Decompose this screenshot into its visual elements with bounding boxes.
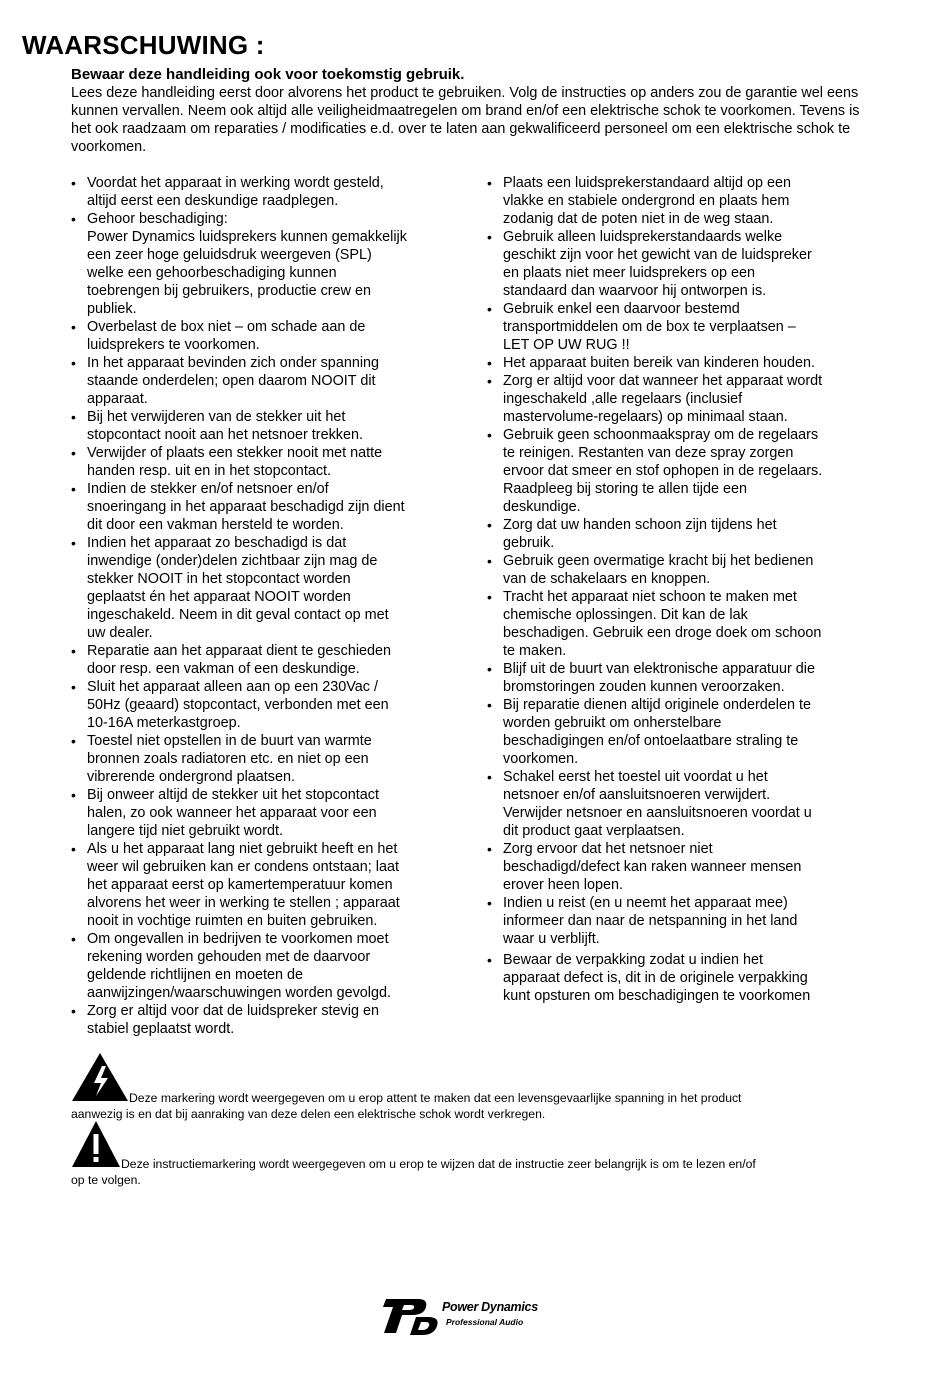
lightning-warning-icon	[71, 1052, 129, 1106]
list-item: • Indien het apparaat zo beschadigd is dat inwendige (onder)delen zichtbaar zijn mag de stekker NOOIT in het stopcontact worden geplaatst én het apparaat NOOIT worden ingeschakeld. Neem in dit geval contact op met uw dealer.	[71, 534, 441, 642]
intro-section	[71, 66, 861, 156]
list-item: • Bij onweer altijd de stekker uit het stopcontact halen, zo ook wanneer het apparaat voor een langere tijd niet gebruikt wordt.	[71, 786, 441, 840]
shock-warning-note	[71, 1052, 871, 1122]
list-item: • Tracht het apparaat niet schoon te maken met chemische oplossingen. Dit kan de lak beschadigen. Gebruik een droge doek om schoon te maken.	[487, 588, 852, 660]
list-item: • Toestel niet opstellen in de buurt van warmte bronnen zoals radiatoren etc. en niet op een vibrerende ondergrond plaatsen.	[71, 732, 441, 786]
page-title: WAARSCHUWING :	[22, 30, 265, 60]
shock-warning-text: Deze markering wordt weergegeven om u erop attent te maken dat een levensgevaarlijke spanning in het product aanwezig is en dat bij aanraking van deze delen een elektrische schok wordt verkregen.	[71, 1091, 742, 1121]
list-item: • Bewaar de verpakking zodat u indien het apparaat defect is, dit in de originele verpakking kunt opsturen om beschadigingen te voorkomen	[487, 951, 852, 1005]
brand-logo	[380, 1295, 540, 1337]
left-warning-list	[71, 174, 441, 1038]
intro-subtitle: Bewaar deze handleiding ook voor toekomstig gebruik.	[71, 66, 465, 83]
list-item: • Zorg er altijd voor dat de luidspreker stevig en stabiel geplaatst wordt.	[71, 1002, 441, 1038]
list-item: • Schakel eerst het toestel uit voordat u het netsnoer en/of aansluitsnoeren verwijdert. Verwijder netsnoer en aansluitsnoeren voordat u dit product gaat verplaatsen.	[487, 768, 852, 840]
list-item: • Verwijder of plaats een stekker nooit met natte handen resp. uit en in het stopcontact.	[71, 444, 441, 480]
list-item: • Zorg er altijd voor dat wanneer het apparaat wordt ingeschakeld ,alle regelaars (inclusief mastervolume-regelaars) op minimaal staan.	[487, 372, 852, 426]
list-item: • Gehoor beschadiging: Power Dynamics luidsprekers kunnen gemakkelijk een zeer hoge geluidsdruk weergeven (SPL) welke een gehoorbeschadiging kunnen toebrengen bij gebruikers, productie crew en publiek.	[71, 210, 441, 318]
list-item: • Als u het apparaat lang niet gebruikt heeft en het weer wil gebruiken kan er condens ontstaan; laat het apparaat eerst op kamertemperatuur komen alvorens het weer in werking te stellen ; apparaat nooit in vochtige ruimten en buiten gebruiken.	[71, 840, 441, 930]
list-item: • Het apparaat buiten bereik van kinderen houden.	[487, 354, 852, 372]
list-item: • Voordat het apparaat in werking wordt gesteld, altijd eerst een deskundige raadplegen.	[71, 174, 441, 210]
list-item: • Blijf uit de buurt van elektronische apparatuur die bromstoringen zouden kunnen veroorzaken.	[487, 660, 852, 696]
list-item: • Indien u reist (en u neemt het apparaat mee) informeer dan naar de netspanning in het land waar u verblijft.	[487, 894, 852, 948]
intro-text: Lees deze handleiding eerst door alvorens het product te gebruiken. Volg de instructies op anders zou de garantie wel eens kunnen vervallen. Neem ook altijd alle veiligheidmaatregelen om brand en/of een elektrische schok te voorkomen. Tevens is het ook raadzaam om reparaties / modificaties e.d. over te laten aan gekwalificeerd personeel om een elektrische schok te voorkomen.	[71, 85, 860, 155]
list-item: • Gebruik geen overmatige kracht bij het bedienen van de schakelaars en knoppen.	[487, 552, 852, 588]
list-item: • Gebruik enkel een daarvoor bestemd transportmiddelen om de box te verplaatsen – LET OP UW RUG !!	[487, 300, 852, 354]
list-item: • Om ongevallen in bedrijven te voorkomen moet rekening worden gehouden met de daarvoor geldende richtlijnen en moeten de aanwijzingen/waarschuwingen worden gevolgd.	[71, 930, 441, 1002]
list-item: • In het apparaat bevinden zich onder spanning staande onderdelen; open daarom NOOIT dit apparaat.	[71, 354, 441, 408]
logo-tagline: Professional Audio	[446, 1317, 524, 1327]
pd-logo-icon	[380, 1295, 442, 1337]
instruction-warning-note	[71, 1120, 871, 1188]
list-item: • Plaats een luidsprekerstandaard altijd op een vlakke en stabiele ondergrond en plaats hem zodanig dat de poten niet in de weg staan.	[487, 174, 852, 228]
logo-brand-name: Power Dynamics	[442, 1300, 538, 1314]
list-item: • Zorg dat uw handen schoon zijn tijdens het gebruik.	[487, 516, 852, 552]
right-warning-list	[487, 174, 852, 1005]
list-item: • Gebruik geen schoonmaakspray om de regelaars te reinigen. Restanten van deze spray zorgen ervoor dat smeer en stof ophopen in de regelaars. Raadpleeg bij storing te allen tijde een deskundige.	[487, 426, 852, 516]
list-item: • Bij reparatie dienen altijd originele onderdelen te worden gebruikt om onherstelbare beschadigingen en/of ontoelaatbare straling te voorkomen.	[487, 696, 852, 768]
list-item: • Reparatie aan het apparaat dient te geschieden door resp. een vakman of een deskundige.	[71, 642, 441, 678]
list-item: • Sluit het apparaat alleen aan op een 230Vac / 50Hz (geaard) stopcontact, verbonden met een 10-16A meterkastgroep.	[71, 678, 441, 732]
exclamation-warning-icon	[71, 1120, 121, 1172]
instruction-warning-text: Deze instructiemarkering wordt weergegeven om u erop te wijzen dat de instructie zeer belangrijk is om te lezen en/of op te volgen.	[71, 1157, 756, 1187]
list-item: • Zorg ervoor dat het netsnoer niet beschadigd/defect kan raken wanneer mensen erover heen lopen.	[487, 840, 852, 894]
list-item: • Bij het verwijderen van de stekker uit het stopcontact nooit aan het netsnoer trekken.	[71, 408, 441, 444]
list-item: • Overbelast de box niet – om schade aan de luidsprekers te voorkomen.	[71, 318, 441, 354]
list-item: • Gebruik alleen luidsprekerstandaards welke geschikt zijn voor het gewicht van de luidspreker en plaats niet meer luidsprekers op een standaard dan waarvoor hij ontworpen is.	[487, 228, 852, 300]
list-item: • Indien de stekker en/of netsnoer en/of snoeringang in het apparaat beschadigd zijn dient dit door een vakman hersteld te worden.	[71, 480, 441, 534]
